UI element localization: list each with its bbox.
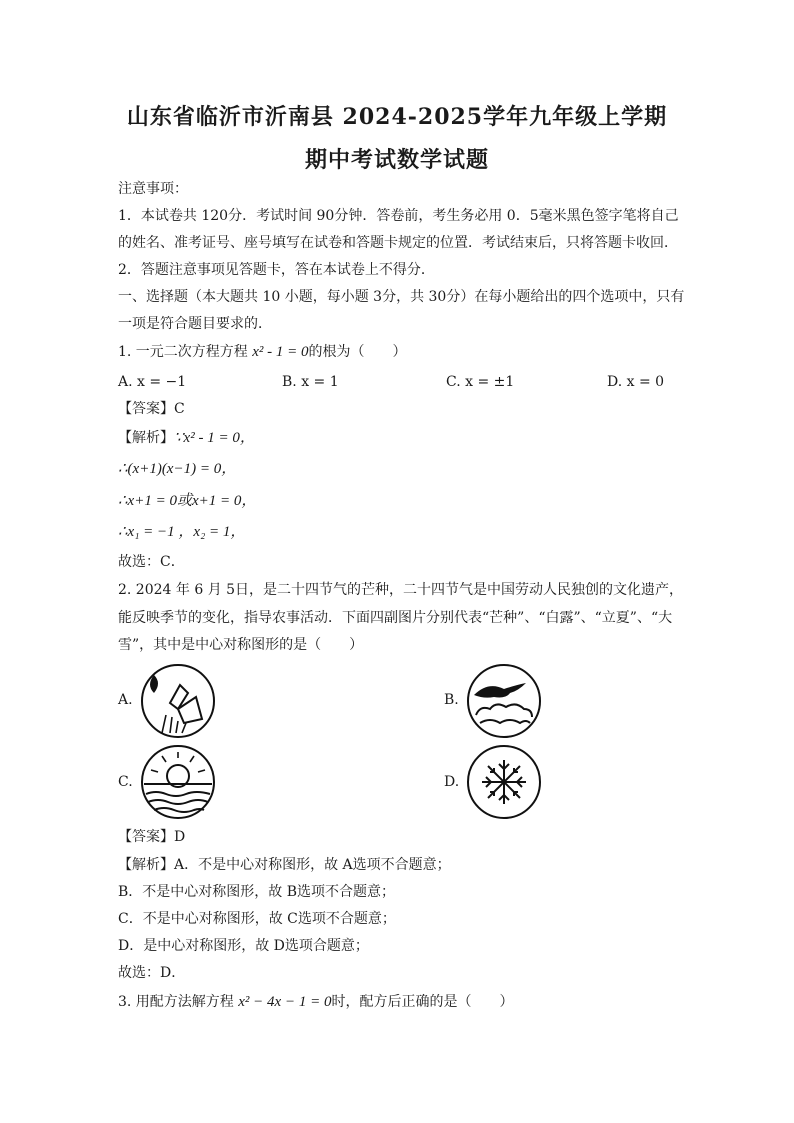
q2-stem-b: 能反映季节的变化，指导农事活动．下面四副图片分别代表“芒种”、“白露”、“立夏”、“大 (118, 610, 673, 626)
q2-answer: 【答案】D (118, 829, 186, 845)
daxue-figure (466, 744, 542, 820)
title-line-1: 山东省临沂市沂南县 2024-2025学年九年级上学期 (126, 104, 668, 130)
q1-stem-post: 的根为（ ） (308, 344, 407, 360)
section-1-line-a: 一、选择题（本大题共 10 小题，每小题 3分，共 30分）在每小题给出的四个选项中，只有 (118, 289, 685, 305)
q1-stem-pre: 1. 一元二次方程方程 (118, 344, 253, 360)
q3-equation: x² − 4x − 1 = 0 (238, 994, 332, 1010)
q2-analysis-d: D．是中心对称图形，故 D选项合题意； (118, 938, 369, 954)
q2-stem-a: 2. 2024 年 6 月 5日，是二十四节气的芒种，二十四节气是中国劳动人民独创的文化遗产， (118, 582, 684, 598)
q2-analysis-a: 【解析】A．不是中心对称图形，故 A选项不合题意； (118, 857, 451, 873)
q2-stem-c: 雪”，其中是中心对称图形的是（ ） (118, 637, 364, 653)
q3-stem (118, 992, 513, 1012)
q1-sol-3: ∴x+1 = 0或x+1 = 0， (118, 493, 257, 509)
q1-analysis-label: 【解析】 (118, 430, 174, 446)
q2-label-c: C. (118, 774, 133, 790)
q2-label-b: B. (444, 692, 459, 708)
q2-conclusion: 故选：D． (118, 965, 186, 981)
section-1-line-b: 一项是符合题目要求的． (118, 316, 272, 332)
q1-sol-2: ∴(x+1)(x−1) = 0， (118, 461, 237, 477)
q1-answer: 【答案】C (118, 401, 185, 417)
q1-sol-1: ∵x² - 1 = 0， (174, 430, 255, 446)
q1-sol-4: ∴x₁ = −1 ，x₂ = 1， (118, 524, 246, 540)
q1-option-c: C. x = ±1 (446, 374, 515, 390)
q1-option-d: D. x = 0 (607, 374, 665, 390)
mangzhong-figure (140, 663, 216, 739)
q3-stem-post: 时，配方后正确的是（ ） (331, 994, 514, 1010)
notes-heading: 注意事项： (118, 181, 188, 197)
q3-stem-pre: 3. 用配方法解方程 (118, 994, 239, 1010)
lixia-figure (140, 744, 216, 820)
q1-conclusion: 故选：C． (118, 554, 185, 570)
notes-item-2: 2．答题注意事项见答题卡，答在本试卷上不得分． (118, 262, 435, 278)
q1-equation: x² - 1 = 0 (252, 344, 309, 360)
bailu-figure (466, 663, 542, 739)
q2-analysis-c: C．不是中心对称图形，故 C选项不合题意； (118, 911, 396, 927)
q1-option-b: B. x = 1 (282, 374, 339, 390)
q1-option-a: A. x = −1 (118, 374, 187, 390)
notes-item-1b: 的姓名、准考证号、座号填写在试卷和答题卡规定的位置．考试结束后，只将答题卡收回． (118, 235, 678, 251)
q2-label-d: D. (444, 774, 460, 790)
q2-label-a: A. (118, 692, 133, 708)
notes-item-1a: 1．本试卷共 120分．考试时间 90分钟．答卷前，考生务必用 0．5毫米黑色签字笔将自己 (118, 208, 679, 224)
title-line-2: 期中考试数学试题 (304, 147, 489, 173)
q1-stem (118, 342, 407, 362)
q1-analysis-1 (118, 428, 255, 448)
q2-analysis-b: B．不是中心对称图形，故 B选项不合题意； (118, 884, 396, 900)
